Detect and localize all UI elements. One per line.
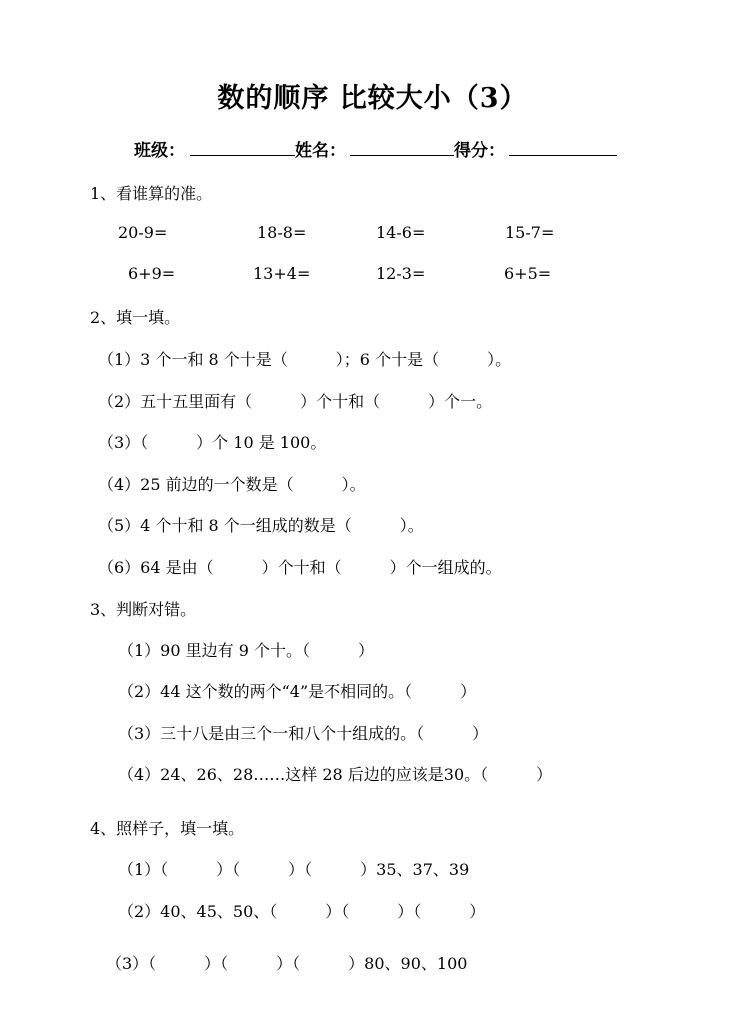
- question-3-item: （1）90 里边有 9 个十。（ ）: [118, 641, 374, 660]
- question-3-item: （4）24、26、28……这样 28 后边的应该是30。（ ）: [118, 765, 553, 784]
- question-3-item: （3）三十八是由三个一和八个十组成的。（ ）: [118, 724, 489, 743]
- question-3-item: （2）44 这个数的两个“4”是不相同的。（ ）: [118, 682, 477, 701]
- equation: 14-6=: [376, 223, 426, 242]
- question-4-item: （1）（ ）（ ）（ ）35、37、39: [118, 860, 470, 879]
- question-2-item: （3）（ ）个 10 是 100。: [98, 433, 327, 452]
- equation: 6+5=: [504, 264, 552, 283]
- equation: 12-3=: [376, 264, 426, 283]
- score-field[interactable]: [509, 155, 617, 156]
- name-field[interactable]: [350, 155, 454, 156]
- question-2-item: （4）25 前边的一个数是（ ）。: [98, 475, 366, 494]
- question-2-item: （5）4 个十和 8 个一组成的数是（ ）。: [98, 516, 424, 535]
- equation: 18-8=: [257, 223, 307, 242]
- page-title: 数的顺序 比较大小（3）: [217, 83, 528, 114]
- question-4-item: （3）（ ）（ ）（ ）80、90、100: [106, 954, 468, 973]
- question-2-heading: 2、填一填。: [90, 308, 181, 327]
- question-4-item: （2）40、45、50、（ ）（ ）（ ）: [118, 902, 486, 921]
- class-field[interactable]: [190, 155, 295, 156]
- equation: 6+9=: [128, 264, 176, 283]
- equation: 20-9=: [118, 223, 168, 242]
- question-2-item: （6）64 是由（ ）个十和（ ）个一组成的。: [98, 558, 502, 577]
- equation: 15-7=: [505, 223, 555, 242]
- question-4-heading: 4、照样子，填一填。: [90, 819, 245, 838]
- equation: 13+4=: [253, 264, 311, 283]
- class-label: 班级：: [134, 141, 185, 161]
- question-2-item: （1）3 个一和 8 个十是（ ）；6 个十是（ ）。: [98, 350, 512, 369]
- name-label: 姓名：: [295, 141, 346, 161]
- question-2-item: （2）五十五里面有（ ）个十和（ ）个一。: [98, 392, 493, 411]
- question-3-heading: 3、判断对错。: [90, 600, 197, 619]
- question-1-heading: 1、看谁算的准。: [90, 184, 213, 203]
- score-label: 得分：: [454, 141, 505, 161]
